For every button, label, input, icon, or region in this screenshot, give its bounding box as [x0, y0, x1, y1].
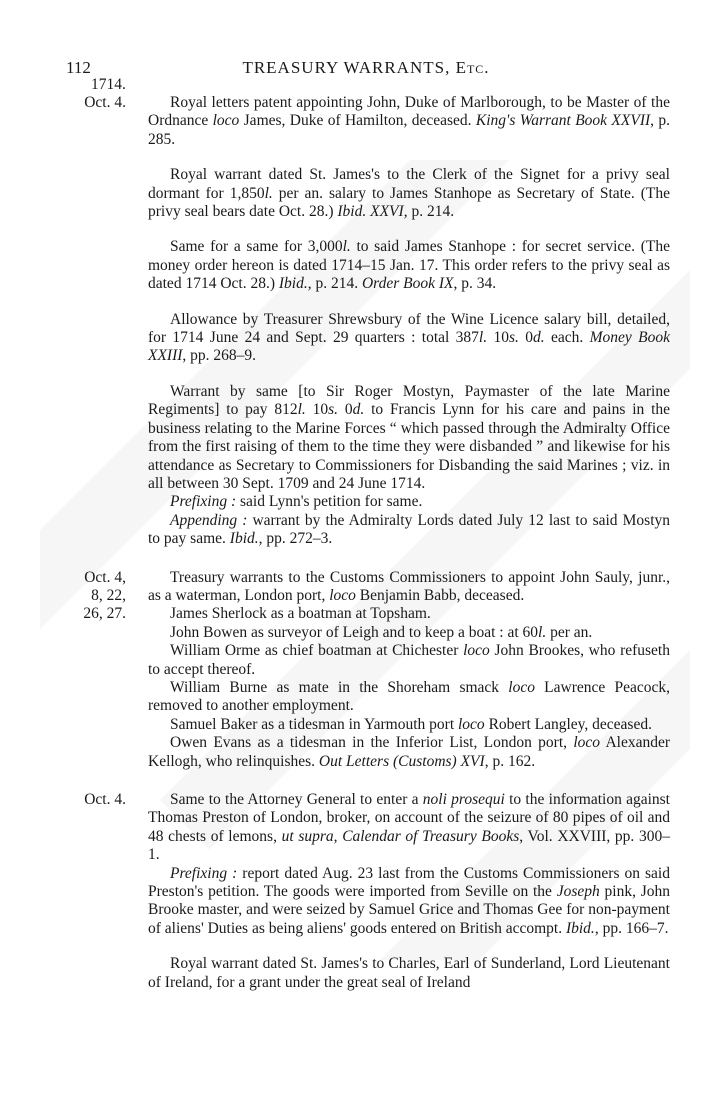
paragraph [148, 679, 670, 716]
italic-run: King's Warrant Book XXVII [475, 112, 651, 130]
entry [70, 569, 670, 771]
italic-run: Money Book XXIII [148, 329, 670, 365]
italic-run: l. [297, 401, 306, 419]
paragraph [148, 865, 670, 939]
text-run: Royal letters patent appointing John, Duke of Marlborough, to be Master of the Ordnance [148, 94, 670, 130]
italic-run: Ibid. XXVI [337, 203, 404, 221]
entry [70, 791, 670, 992]
entry-date: Oct. 4, 8, 22, 26, 27. [83, 568, 126, 623]
text-run: , p. 214. [403, 203, 455, 221]
paragraph [148, 238, 670, 293]
text-run: James, Duke of Hamilton, deceased. [239, 112, 476, 130]
year-label: 1714. [91, 76, 126, 93]
page-header [66, 58, 666, 80]
text-run: Alexander Kellogh, who relinquishes. [148, 734, 670, 770]
text-run: per an. salary to James Stanhope as Secretary of State. (The privy seal bears date Oct. 28.) [148, 184, 670, 221]
running-title-etc: Etc. [455, 58, 490, 77]
text-run: , p. 214. [307, 275, 362, 293]
text-run: to the information against Thomas Preston of London, broker, on account of the seizure of 80 pipes of oil and 48 chests of lemons, [148, 791, 670, 845]
text-run: Same to the Attorney General to enter a [170, 791, 423, 808]
paragraph [148, 94, 670, 149]
entry [70, 94, 670, 549]
italic-run: ut supra, Calendar of Treasury Books [281, 827, 520, 845]
text-run: warrant by the Admiralty Lords dated July 12 last to said Mostyn to pay same. [148, 511, 670, 548]
italic-run: loco [329, 586, 356, 604]
paragraph [148, 624, 670, 642]
paragraph [148, 716, 670, 734]
text-run: Royal warrant dated St. James's to the Clerk of the Signet for a privy seal dormant for 1,850 [148, 166, 670, 202]
italic-run: Out Letters (Customs) XVI [318, 752, 485, 770]
text-run: Warrant by same [to Sir Roger Mostyn, Paymaster of the late Marine Regiments] to pay 812 [148, 382, 670, 419]
italic-run: Order Book IX [361, 275, 454, 293]
text-run: Same for a same for 3,000 [170, 238, 343, 256]
text-run: report dated Aug. 23 last from the Customs Commissioners on said Preston's petition. The goods were imported from Seville on the [148, 864, 670, 901]
italic-run: loco [573, 734, 600, 752]
text-run: 0 [338, 401, 353, 419]
text-run: 0 [518, 329, 533, 347]
entry-date: Oct. 4. [84, 94, 126, 111]
italic-run: Ibid. [278, 275, 308, 293]
text-run: Royal warrant dated St. James's to Charles, Earl of Sunderland, Lord Lieutenant of Ireland, for a grant under the great seal of Ireland [148, 955, 670, 991]
italic-run: d. [352, 401, 365, 419]
entry-body [148, 94, 670, 549]
text-run: 10 [487, 329, 509, 347]
italic-run: loco [463, 642, 490, 660]
italic-run: loco [508, 678, 535, 696]
paragraph [148, 512, 670, 549]
paragraph [148, 791, 670, 865]
paragraph [148, 383, 670, 493]
text-run: to Francis Lynn for his care and pains in the business relating to the Marine Forces “ which passed through the Admiralty Office from the first raising of them to the time they were disbanded ” and likewise for his attendance as Secretary to Commissioners for Disbanding the said Marines ; viz. in all between 30 Sept. 1709 and 24 June 1714. [148, 401, 671, 492]
page-number: 112 [66, 58, 91, 77]
text-run: to said James Stanhope : for secret service. (The money order hereon is dated 1714–15 Jan. 17. This order refers to the privy seal as dated 1714 Oct. 28.) [148, 238, 670, 293]
italic-run: l. [538, 623, 547, 641]
text-run: John Bowen as surveyor of Leigh and to keep a boat : at 60 [170, 623, 539, 641]
paragraph [148, 955, 670, 992]
text-run: , Vol. XXVIII, pp. 300–1. [148, 827, 670, 864]
text-run: pink, John Brooke master, and were seized by Samuel Grice and Thomas Gee for non-payment of aliens' Duties as being aliens' goods entered on British accompt. [148, 883, 670, 937]
text-run: Benjamin Babb, deceased. [355, 586, 525, 604]
text-run: William Burne as mate in the Shoreham smack [170, 678, 509, 696]
italic-run: Joseph [556, 883, 600, 901]
text-run: , pp. 272–3. [258, 530, 333, 548]
italic-run: l. [478, 329, 488, 347]
italic-run: Prefixing : [170, 864, 238, 882]
italic-run: Ibid. [565, 919, 595, 937]
text-run: , p. 34. [453, 275, 497, 293]
paragraph [148, 311, 670, 366]
italic-run: loco [458, 715, 485, 733]
italic-run: Prefixing : [170, 493, 237, 511]
running-title [66, 58, 666, 78]
text-run: per an. [546, 623, 593, 641]
text-run: Robert Langley, deceased. [484, 715, 652, 733]
paragraph [148, 569, 670, 606]
paragraph [148, 734, 670, 771]
text-run: , p. 285. [148, 112, 671, 148]
text-run: Treasury warrants to the Customs Commissioners to appoint John Sauly, junr., as a waterman, London port, [148, 568, 670, 604]
italic-run: s. [508, 329, 519, 347]
paragraph [148, 493, 670, 511]
italic-run: l. [342, 238, 351, 256]
italic-run: Ibid. [229, 530, 259, 548]
text-run: , pp. 166–7. [594, 919, 669, 937]
entry-body [148, 569, 670, 771]
text-run: , p. 162. [484, 752, 536, 770]
italic-run: noli prosequi [422, 791, 505, 808]
text-run: , pp. 268–9. [182, 347, 257, 365]
entries [70, 94, 670, 992]
text-run: James Sherlock as a boatman at Topsham. [170, 605, 431, 623]
italic-run: Appending : [170, 511, 248, 529]
italic-run: loco [212, 112, 240, 130]
text-run: Allowance by Treasurer Shrewsbury of the Wine Licence salary bill, detailed, for 1714 June 24 and Sept. 29 quarters : total 387 [148, 310, 670, 347]
text-run: each. [544, 329, 590, 347]
text-run: Lawrence Peacock, removed to another employment. [148, 678, 670, 715]
entry-date: Oct. 4. [84, 791, 126, 808]
paragraph [148, 166, 670, 221]
entry-body [148, 791, 670, 992]
text-run: Owen Evans as a tidesman in the Inferior List, London port, [170, 734, 574, 752]
text-run: 10 [305, 401, 329, 419]
paragraph [148, 642, 670, 679]
text-run: Samuel Baker as a tidesman in Yarmouth port [170, 715, 458, 733]
running-title-main: TREASURY WARRANTS, [242, 58, 451, 77]
paragraph [148, 605, 670, 623]
text-run: William Orme as chief boatman at Chichester [170, 642, 464, 660]
italic-run: l. [264, 184, 273, 202]
italic-run: s. [328, 401, 339, 419]
italic-run: d. [533, 329, 545, 347]
text-run: said Lynn's petition for same. [236, 493, 423, 511]
text-run: John Brookes, who refuseth to accept thereof. [148, 642, 670, 678]
